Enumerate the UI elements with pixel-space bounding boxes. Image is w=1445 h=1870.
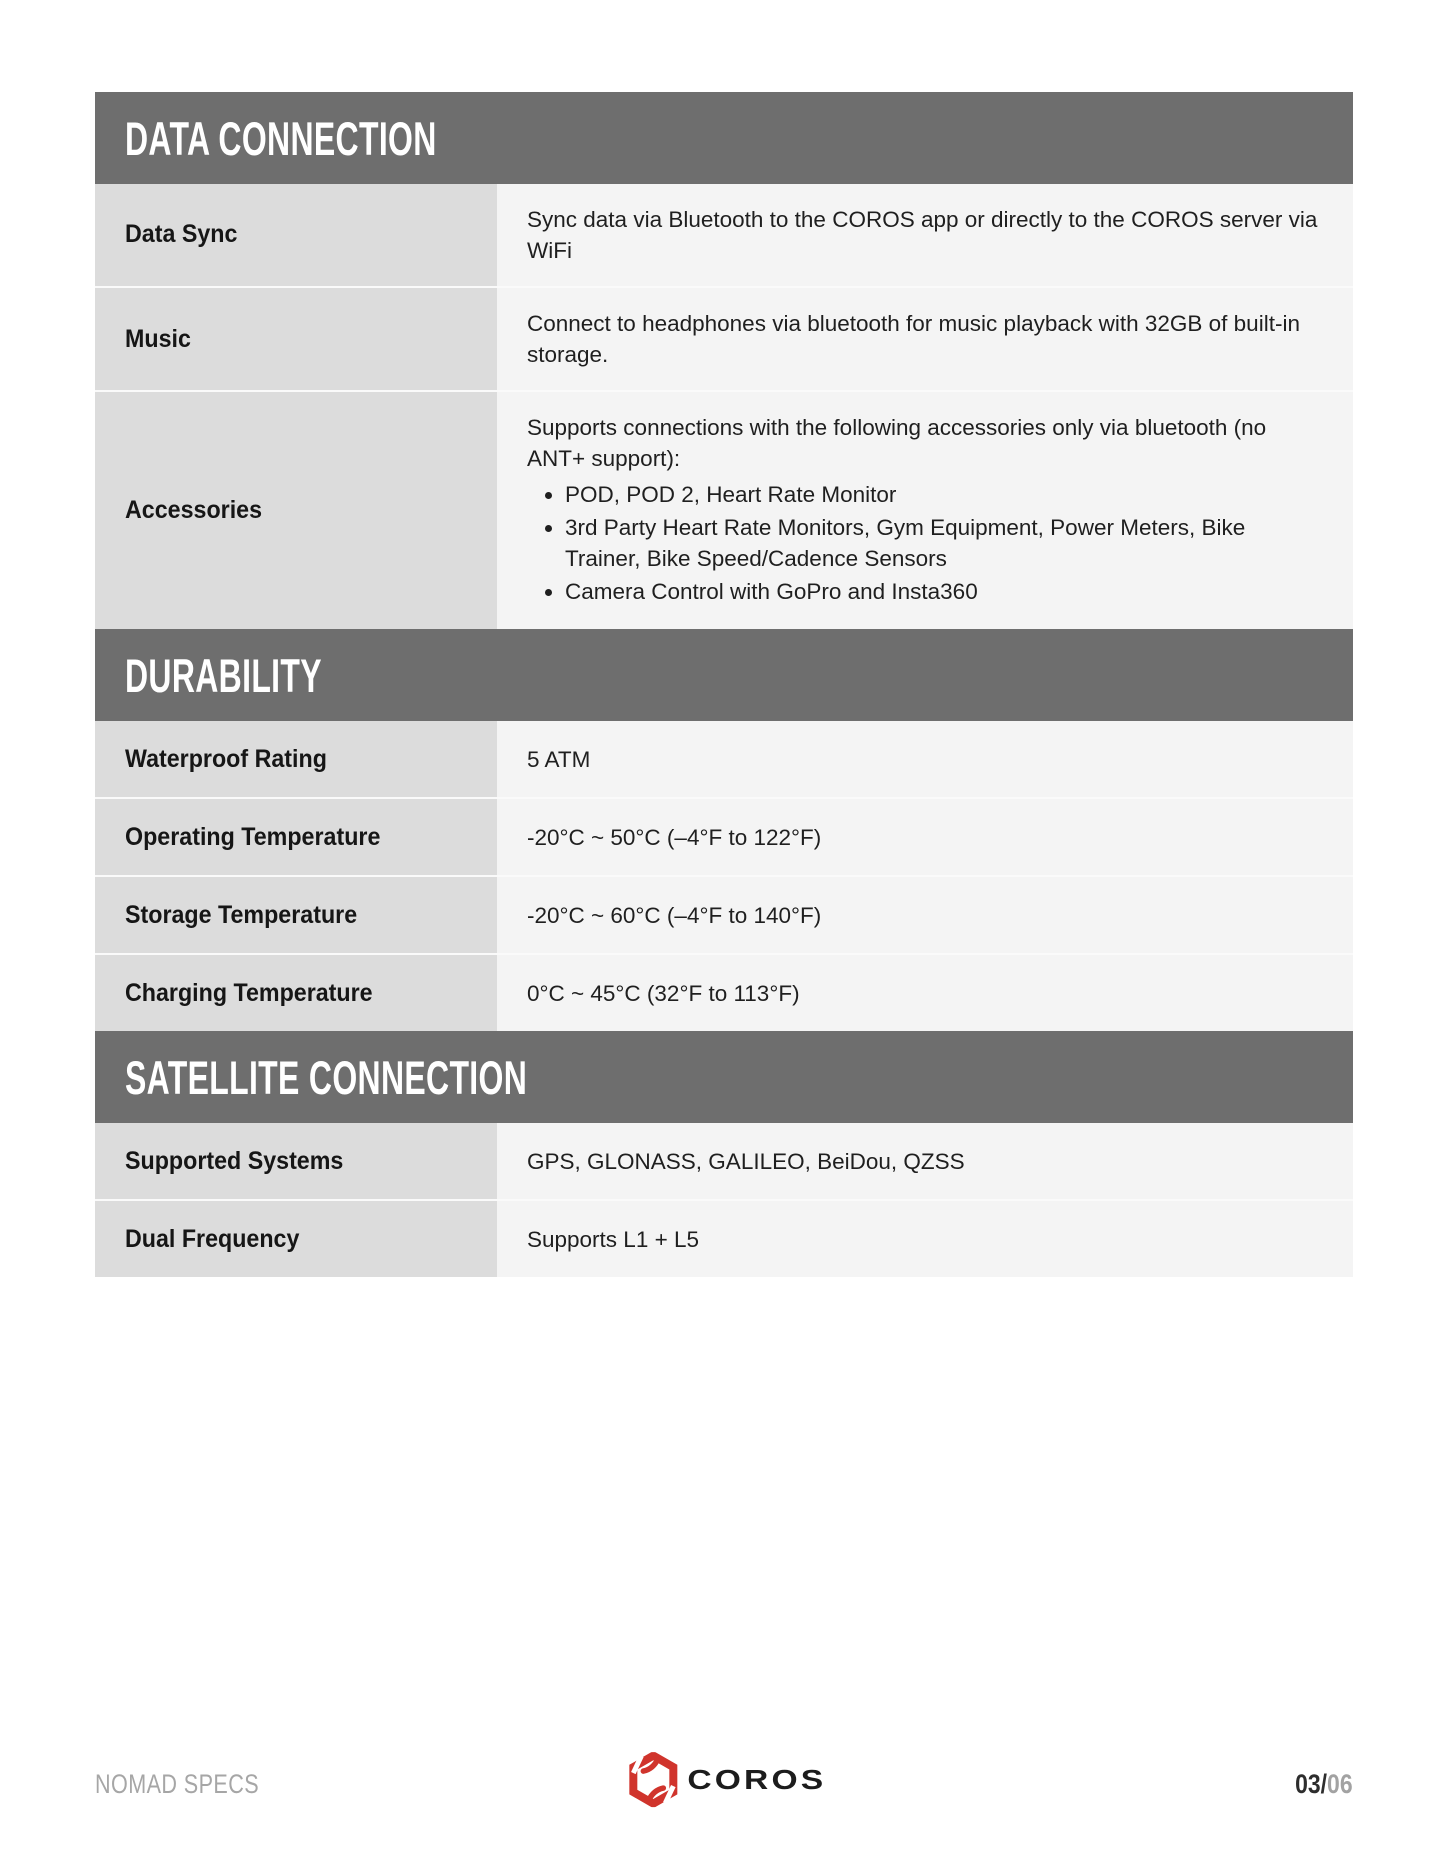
row-label: Supported Systems [125,1146,344,1175]
row-label-cell [95,1201,497,1277]
table-row-accessories [95,390,1353,629]
table-row-waterproof-rating [95,721,1353,797]
bullet-item: • Camera Control with GoPro and Insta360 [565,576,1323,607]
row-label-cell [95,392,497,629]
section-title: DURABILITY [125,648,322,702]
row-label: Storage Temperature [125,900,358,929]
row-label: Charging Temperature [125,978,373,1007]
row-label-cell [95,721,497,797]
row-value-cell [497,1201,1353,1277]
row-value-cell [497,288,1353,390]
row-label-cell [95,288,497,390]
row-label-cell [95,955,497,1031]
bullet-item: • 3rd Party Heart Rate Monitors, Gym Equipment, Power Meters, Bike Trainer, Bike Speed/Cadence Sensors [565,512,1323,574]
page-footer [95,1752,1353,1816]
row-value-cell [497,721,1353,797]
row-label-cell [95,184,497,286]
row-value-cell [497,799,1353,875]
row-value-cell [497,184,1353,286]
section-data-connection [95,92,1353,629]
row-value: -20°C ~ 50°C (–4°F to 122°F) [527,824,822,850]
table-row-storage-temperature [95,875,1353,953]
spec-table [95,92,1353,1277]
row-label: Data Sync [125,220,238,249]
row-value: -20°C ~ 60°C (–4°F to 140°F) [527,902,822,928]
row-label: Music [125,324,191,353]
row-value-cell [497,1123,1353,1199]
bullet-item: • POD, POD 2, Heart Rate Monitor [565,479,1323,510]
footer-doc-title: NOMAD SPECS [95,1768,260,1799]
coros-hexagon-logo-icon [628,1752,678,1807]
row-label: Accessories [125,496,263,525]
row-value-cell [497,877,1353,953]
row-value: GPS, GLONASS, GALILEO, BeiDou, QZSS [527,1148,965,1174]
row-value-intro: Supports connections with the following accessories only via bluetooth (no ANT+ support): [527,415,1267,472]
row-value: Connect to headphones via bluetooth for music playback with 32GB of built-in storage. [527,311,1300,368]
section-header-durability [95,629,1353,721]
row-label: Waterproof Rating [125,744,327,773]
row-label-cell [95,1123,497,1199]
section-header-satellite-connection [95,1031,1353,1123]
row-label: Operating Temperature [125,822,381,851]
row-label-cell [95,877,497,953]
table-row-music [95,286,1353,390]
accessories-bullet-list [527,477,1323,609]
row-value: 5 ATM [527,746,591,772]
table-row-dual-frequency [95,1199,1353,1277]
row-value: Sync data via Bluetooth to the COROS app or directly to the COROS server via WiFi [527,207,1318,264]
page-number-current: 03/ [1295,1768,1328,1799]
coros-brand-logo [628,1752,827,1807]
row-label-cell [95,799,497,875]
table-row-data-sync [95,184,1353,286]
row-value-cell [497,392,1353,629]
page-number-total: 06 [1327,1768,1353,1799]
table-row-operating-temperature [95,797,1353,875]
table-row-supported-systems [95,1123,1353,1199]
coros-wordmark: COROS [687,1763,827,1795]
row-label: Dual Frequency [125,1224,300,1253]
row-value-cell [497,955,1353,1031]
section-title: SATELLITE CONNECTION [125,1050,528,1104]
row-value: Supports L1 + L5 [527,1226,700,1252]
page-number [1296,1769,1353,1800]
section-title: DATA CONNECTION [125,111,437,165]
section-durability [95,629,1353,1031]
section-header-data-connection [95,92,1353,184]
section-satellite-connection [95,1031,1353,1277]
row-value: 0°C ~ 45°C (32°F to 113°F) [527,980,800,1006]
table-row-charging-temperature [95,953,1353,1031]
